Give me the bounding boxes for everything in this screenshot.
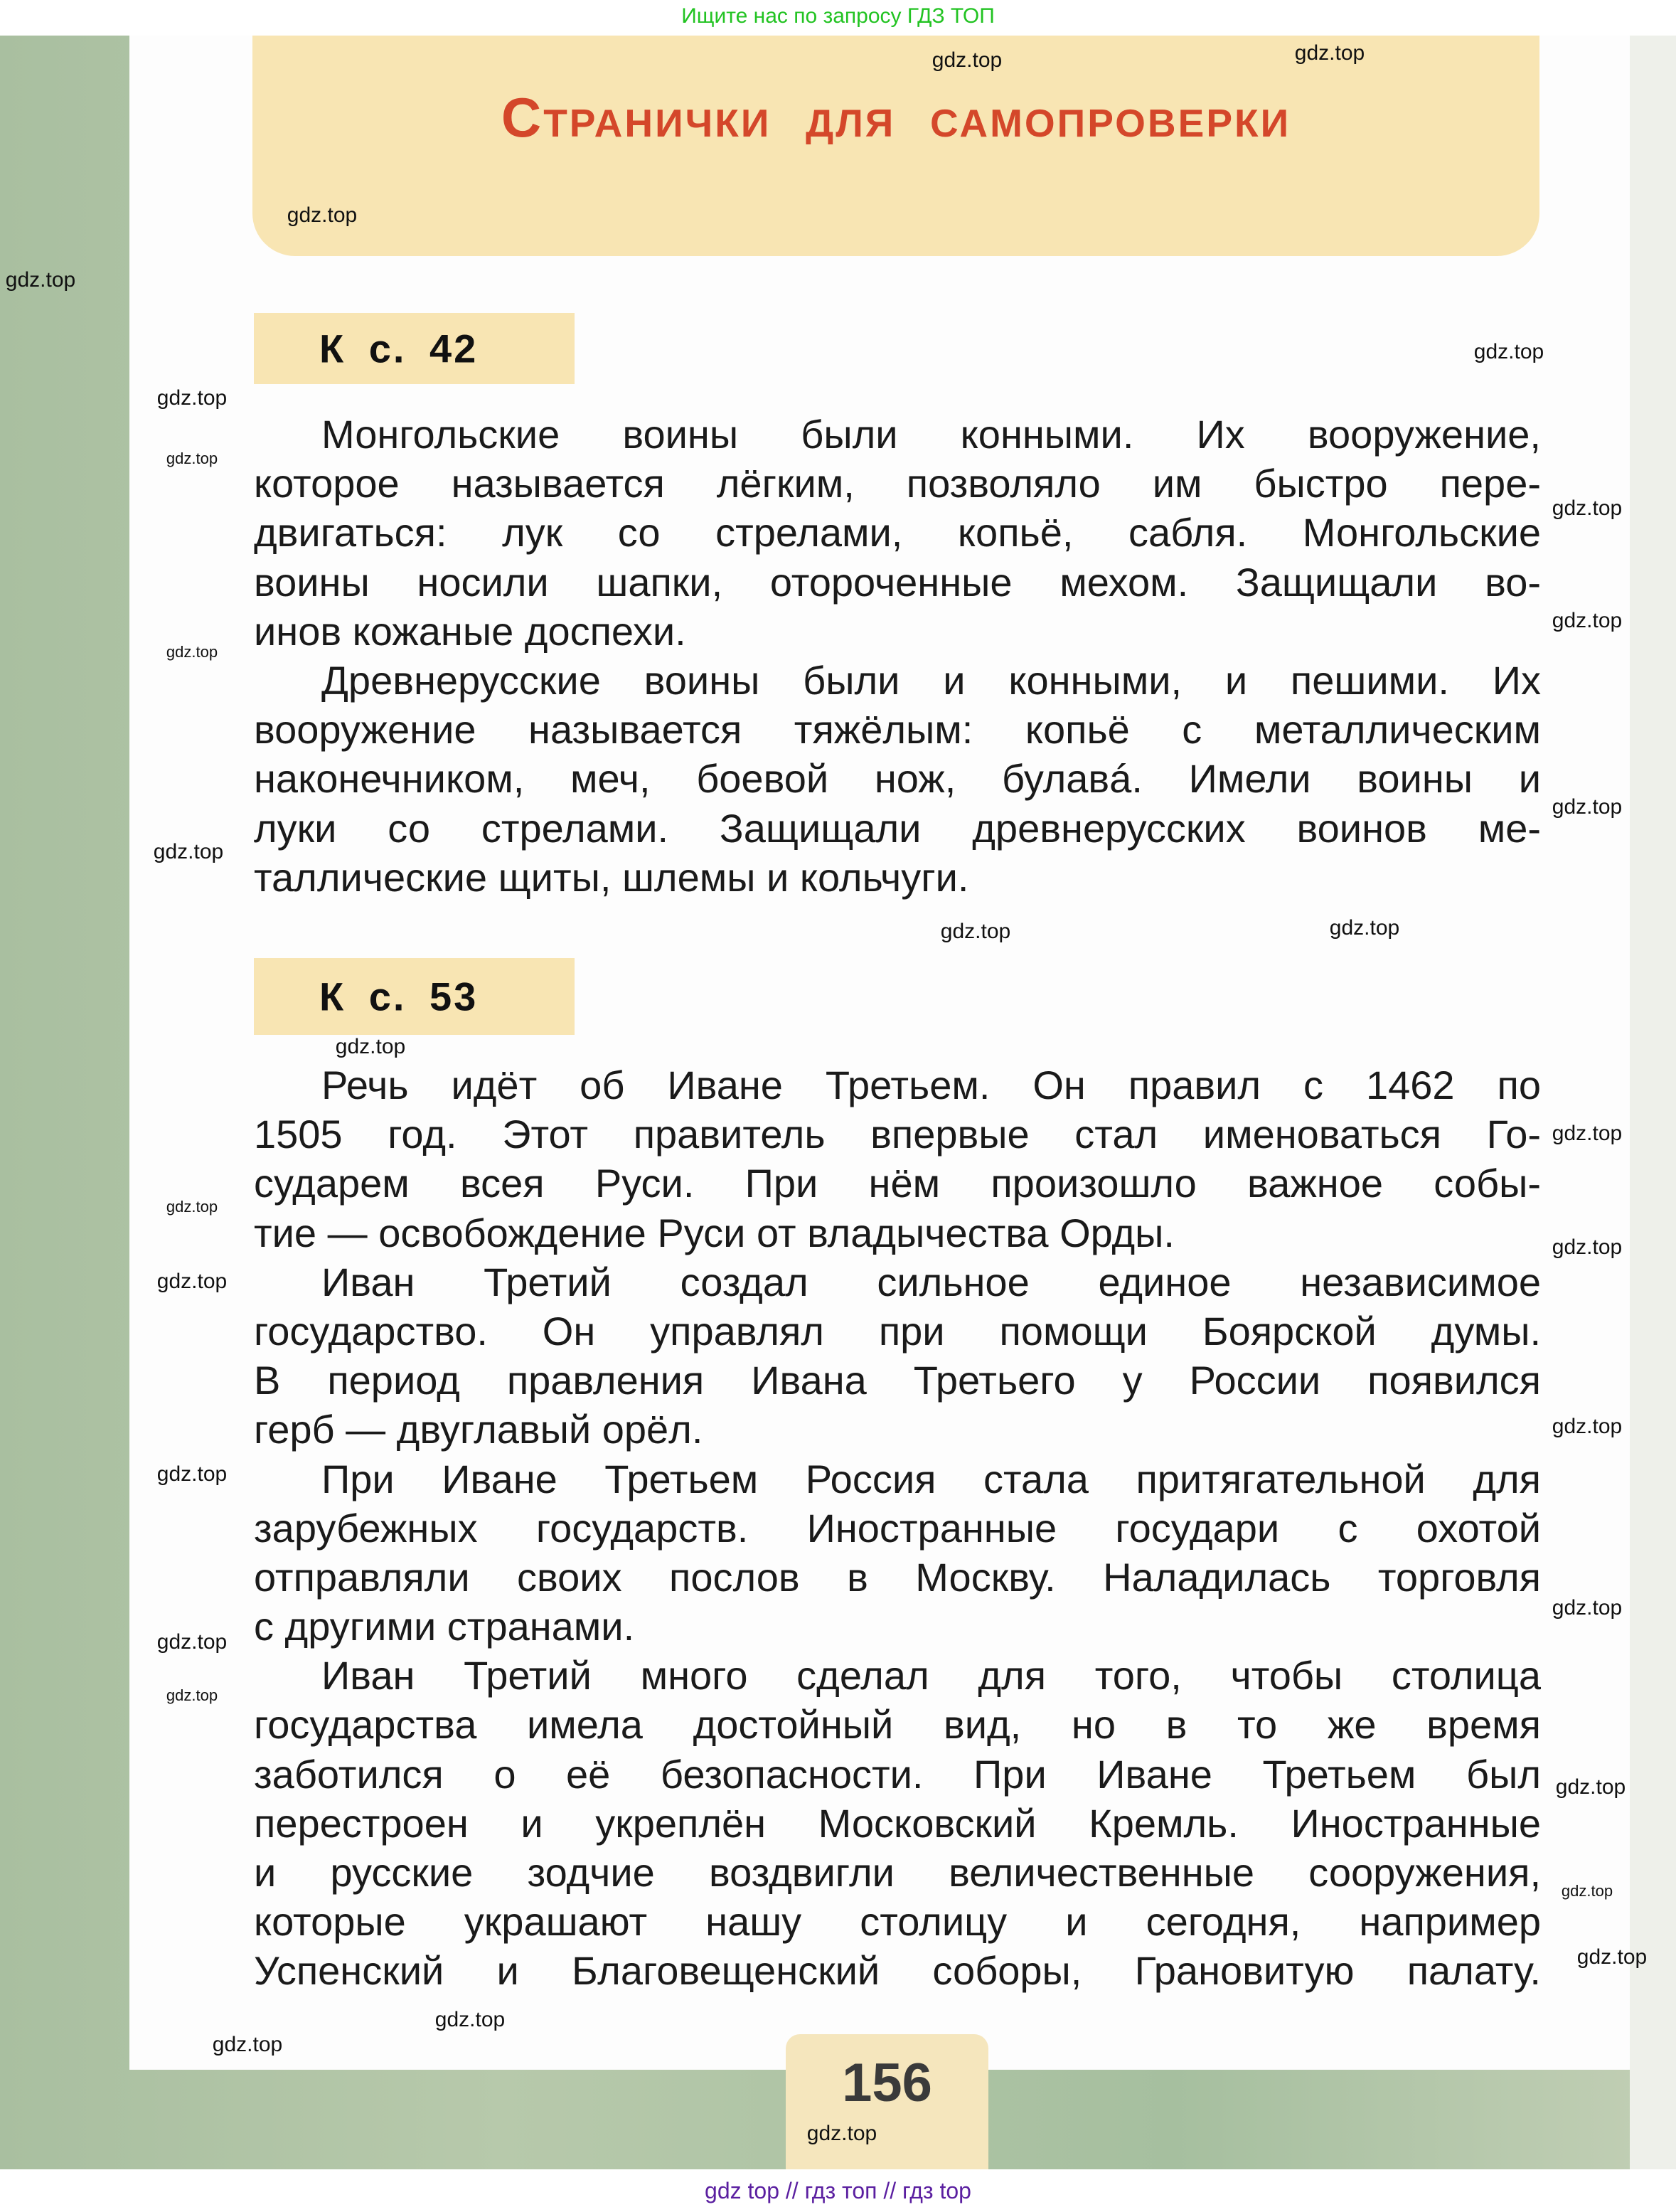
section-heading: К с. 53 [319, 974, 479, 1019]
watermark: gdz.top [166, 1198, 218, 1216]
text-line: Успенский и Благовещенский соборы, Грановитую палату. [254, 1948, 1541, 1994]
text-line: При Иване Третьем Россия стала притягательной для [321, 1456, 1541, 1501]
watermark: gdz.top [156, 1462, 228, 1486]
watermark: gdz.top [932, 48, 1003, 72]
watermark: gdz.top [156, 1270, 228, 1293]
text-line: которое называется лёгким, позволяло им быстро пере- [254, 461, 1541, 506]
watermark: gdz.top [212, 2033, 283, 2056]
text-line: заботился о её безопасности. При Иване Третьем был [254, 1751, 1541, 1797]
watermark: gdz.top [1552, 1415, 1623, 1438]
section-text [254, 1060, 1541, 1996]
watermark: gdz.top [156, 386, 228, 410]
watermark: gdz.top [1561, 1882, 1613, 1900]
text-line: перестроен и укреплён Московский Кремль. Иностранные [254, 1800, 1541, 1846]
watermark: gdz.top [1552, 496, 1623, 520]
watermark: gdz.top [1473, 340, 1544, 363]
text-line: В период правления Ивана Третьего у России появился [254, 1358, 1541, 1403]
watermark: gdz.top [1555, 1775, 1626, 1799]
text-line: воины носили шапки, отороченные мехом. Защищали во- [254, 559, 1541, 605]
text-line: сударем всея Руси. При нём произошло важное собы- [254, 1161, 1541, 1206]
watermark: gdz.top [1552, 609, 1623, 632]
text-line: герб — двуглавый орёл. [254, 1407, 703, 1452]
watermark: gdz.top [940, 920, 1011, 943]
text-line: зарубежных государств. Иностранные государи с охотой [254, 1505, 1541, 1551]
section-heading-box [254, 313, 575, 384]
watermark: gdz.top [1552, 1235, 1623, 1259]
text-line: двигаться: лук со стрелами, копьё, сабля. Монгольские [254, 510, 1541, 555]
watermark: gdz.top [1329, 916, 1400, 940]
text-line: отправляли своих послов в Москву. Наладилась торговля [254, 1554, 1541, 1600]
page-edge [1630, 36, 1676, 2169]
watermark: gdz.top [1576, 1945, 1648, 1969]
section-text [254, 410, 1541, 902]
text-line: инов кожаные доспехи. [254, 608, 686, 654]
text-line: Речь идёт об Иване Третьем. Он правил с 1462 по [321, 1063, 1541, 1107]
watermark: gdz.top [1552, 795, 1623, 819]
watermark: gdz.top [1294, 41, 1365, 65]
watermark: gdz.top [156, 1630, 228, 1654]
text-line: которые украшают нашу столицу и сегодня, например [254, 1899, 1541, 1945]
text-line: Древнерусские воины были и конными, и пешими. Их [321, 657, 1541, 703]
section-heading: К с. 42 [319, 326, 479, 371]
watermark: gdz.top [153, 840, 224, 863]
footer-links: gdz top // гдз топ // гдз top [0, 2169, 1676, 2210]
watermark: gdz.top [1552, 1122, 1623, 1145]
watermark: gdz.top [166, 1686, 218, 1704]
text-line: Монгольские воины были конными. Их вооружение, [321, 412, 1541, 457]
watermark: gdz.top [5, 268, 76, 292]
watermark: gdz.top [1552, 1596, 1623, 1620]
section-heading-box [254, 958, 575, 1035]
text-line: вооружение называется тяжёлым: копьё с металлическим [254, 707, 1541, 753]
text-line: государство. Он управлял при помощи Боярской думы. [254, 1308, 1541, 1354]
page-title: Странички для самопроверки [501, 86, 1291, 149]
page-number: 156 [842, 2053, 932, 2113]
search-hint-banner: Ищите нас по запросу ГДЗ ТОП [0, 0, 1676, 36]
text-line: Иван Третий создал сильное единое независимое [321, 1259, 1541, 1304]
watermark: gdz.top [335, 1035, 406, 1058]
text-line: наконечником, меч, боевой нож, булавá. Имели воины и [254, 756, 1541, 802]
text-line: с другими странами. [254, 1604, 635, 1649]
watermark: gdz.top [434, 2008, 506, 2031]
text-line: Иван Третий много сделал для того, чтобы столица [321, 1653, 1541, 1698]
text-line: луки со стрелами. Защищали древнерусских воинов ме- [254, 805, 1541, 851]
watermark: gdz.top [806, 2122, 877, 2145]
text-line: государства имела достойный вид, но в то же время [254, 1702, 1541, 1748]
text-line: таллические щиты, шлемы и кольчуги. [254, 854, 969, 900]
text-line: тие — освобождение Руси от владычества Орды. [254, 1210, 1175, 1255]
watermark: gdz.top [287, 203, 358, 227]
page-number-tab [786, 2034, 988, 2169]
text-line: и русские зодчие воздвигли величественные сооружения, [254, 1850, 1541, 1895]
watermark: gdz.top [166, 643, 218, 661]
watermark: gdz.top [166, 450, 218, 467]
text-line: 1505 год. Этот правитель впервые стал именоваться Го- [254, 1112, 1541, 1157]
